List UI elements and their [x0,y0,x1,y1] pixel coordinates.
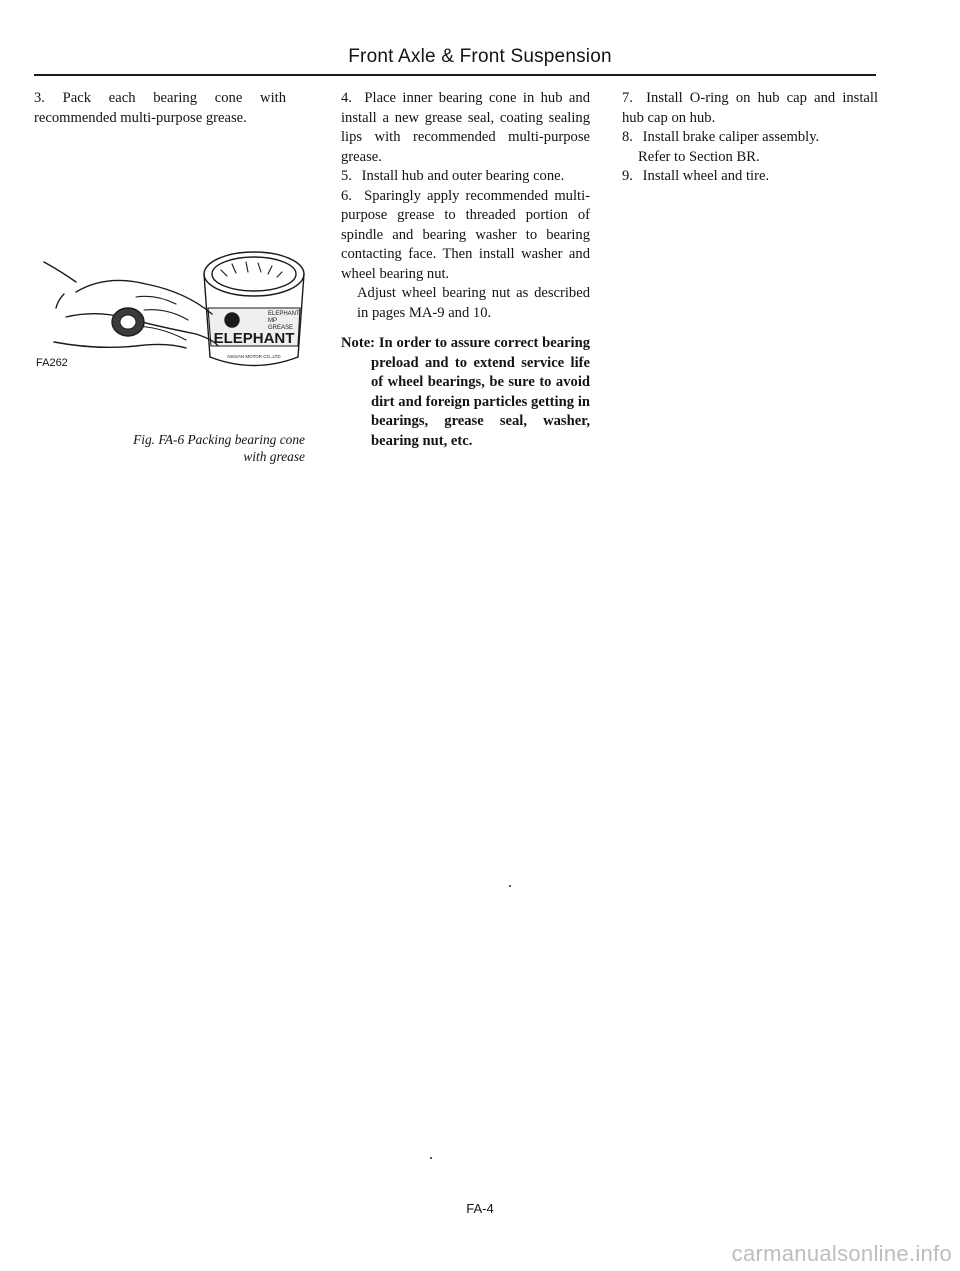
step-4 [341,89,590,167]
can-label-brand: ELEPHANT [213,330,295,347]
note-text: Note: In order to assure correct bearing preload and to extend service life of wheel bearings, be sure to avoid dirt and foreign particles getting in bearings, grease seal, washer, bearing nut, etc. [341,335,590,449]
figure-caption-line-1: Fig. FA-6 Packing bearing cone [133,432,305,447]
step-8-number: 8. [622,129,633,145]
figure-caption [34,431,305,465]
column-2 [341,89,590,451]
lower-hand-outline [54,342,186,348]
step-4-text: Place inner bearing cone in hub and install a new grease seal, coating sealing lips with recommended multi-purpose grease. [341,90,590,165]
step-5-number: 5. [341,168,352,184]
step-8-subtext: Refer to Section BR. [638,148,760,165]
step-7-text: Install O-ring on hub cap and install hub cap on hub. [622,90,878,126]
step-6-text: Sparingly apply recommended multi-purpose grease to threaded portion of spindle and bearing washer to bearing contacting face. Then install washer and wheel bearing nut. [341,187,590,282]
can-label-grease: GREASE [268,325,294,331]
step-8 [622,128,878,148]
step-9-number: 9. [622,168,633,184]
step-9-text: Install wheel and tire. [642,168,770,184]
step-5 [341,167,590,187]
wrist-line [56,294,64,308]
bearing-bore [120,315,136,329]
upper-hand-outline [76,280,212,314]
can-label-small: ELEPHANT [268,311,300,317]
can-label-maker: NISSAN MOTOR CO.,LTD [227,354,281,359]
figure-caption-line-2: with grease [243,449,305,464]
step-4-number: 4. [341,90,352,106]
can-label-mp: MP [268,318,277,324]
can-emblem-icon [225,313,239,327]
scan-speck [430,1157,432,1159]
column-3 [622,89,878,187]
step-8-text: Install brake caliper assembly. [642,129,820,145]
step-7 [622,89,878,128]
scan-speck [509,885,511,887]
step-5-text: Install hub and outer bearing cone. [361,168,565,184]
can-lid-rim [204,252,304,296]
page-header-title: Front Axle & Front Suspension [348,46,612,67]
step-6 [341,187,590,285]
step-3-text: 3. Pack each bearing cone with recommended multi-purpose grease. [34,90,286,126]
step-6-subtext: Adjust wheel bearing nut as described in pages MA-9 and 10. [357,285,590,321]
step-6-number: 6. [341,187,352,204]
step-7-number: 7. [622,90,633,106]
page-number: FA-4 [466,1201,494,1216]
arm-line [44,262,76,282]
column-1 [34,89,286,128]
header-rule [34,74,876,76]
figure-packing-bearing-illustration [36,222,306,382]
step-9 [622,167,878,187]
figure-id: FA262 [36,357,68,369]
watermark-text: carmanualsonline.info [731,1241,952,1266]
